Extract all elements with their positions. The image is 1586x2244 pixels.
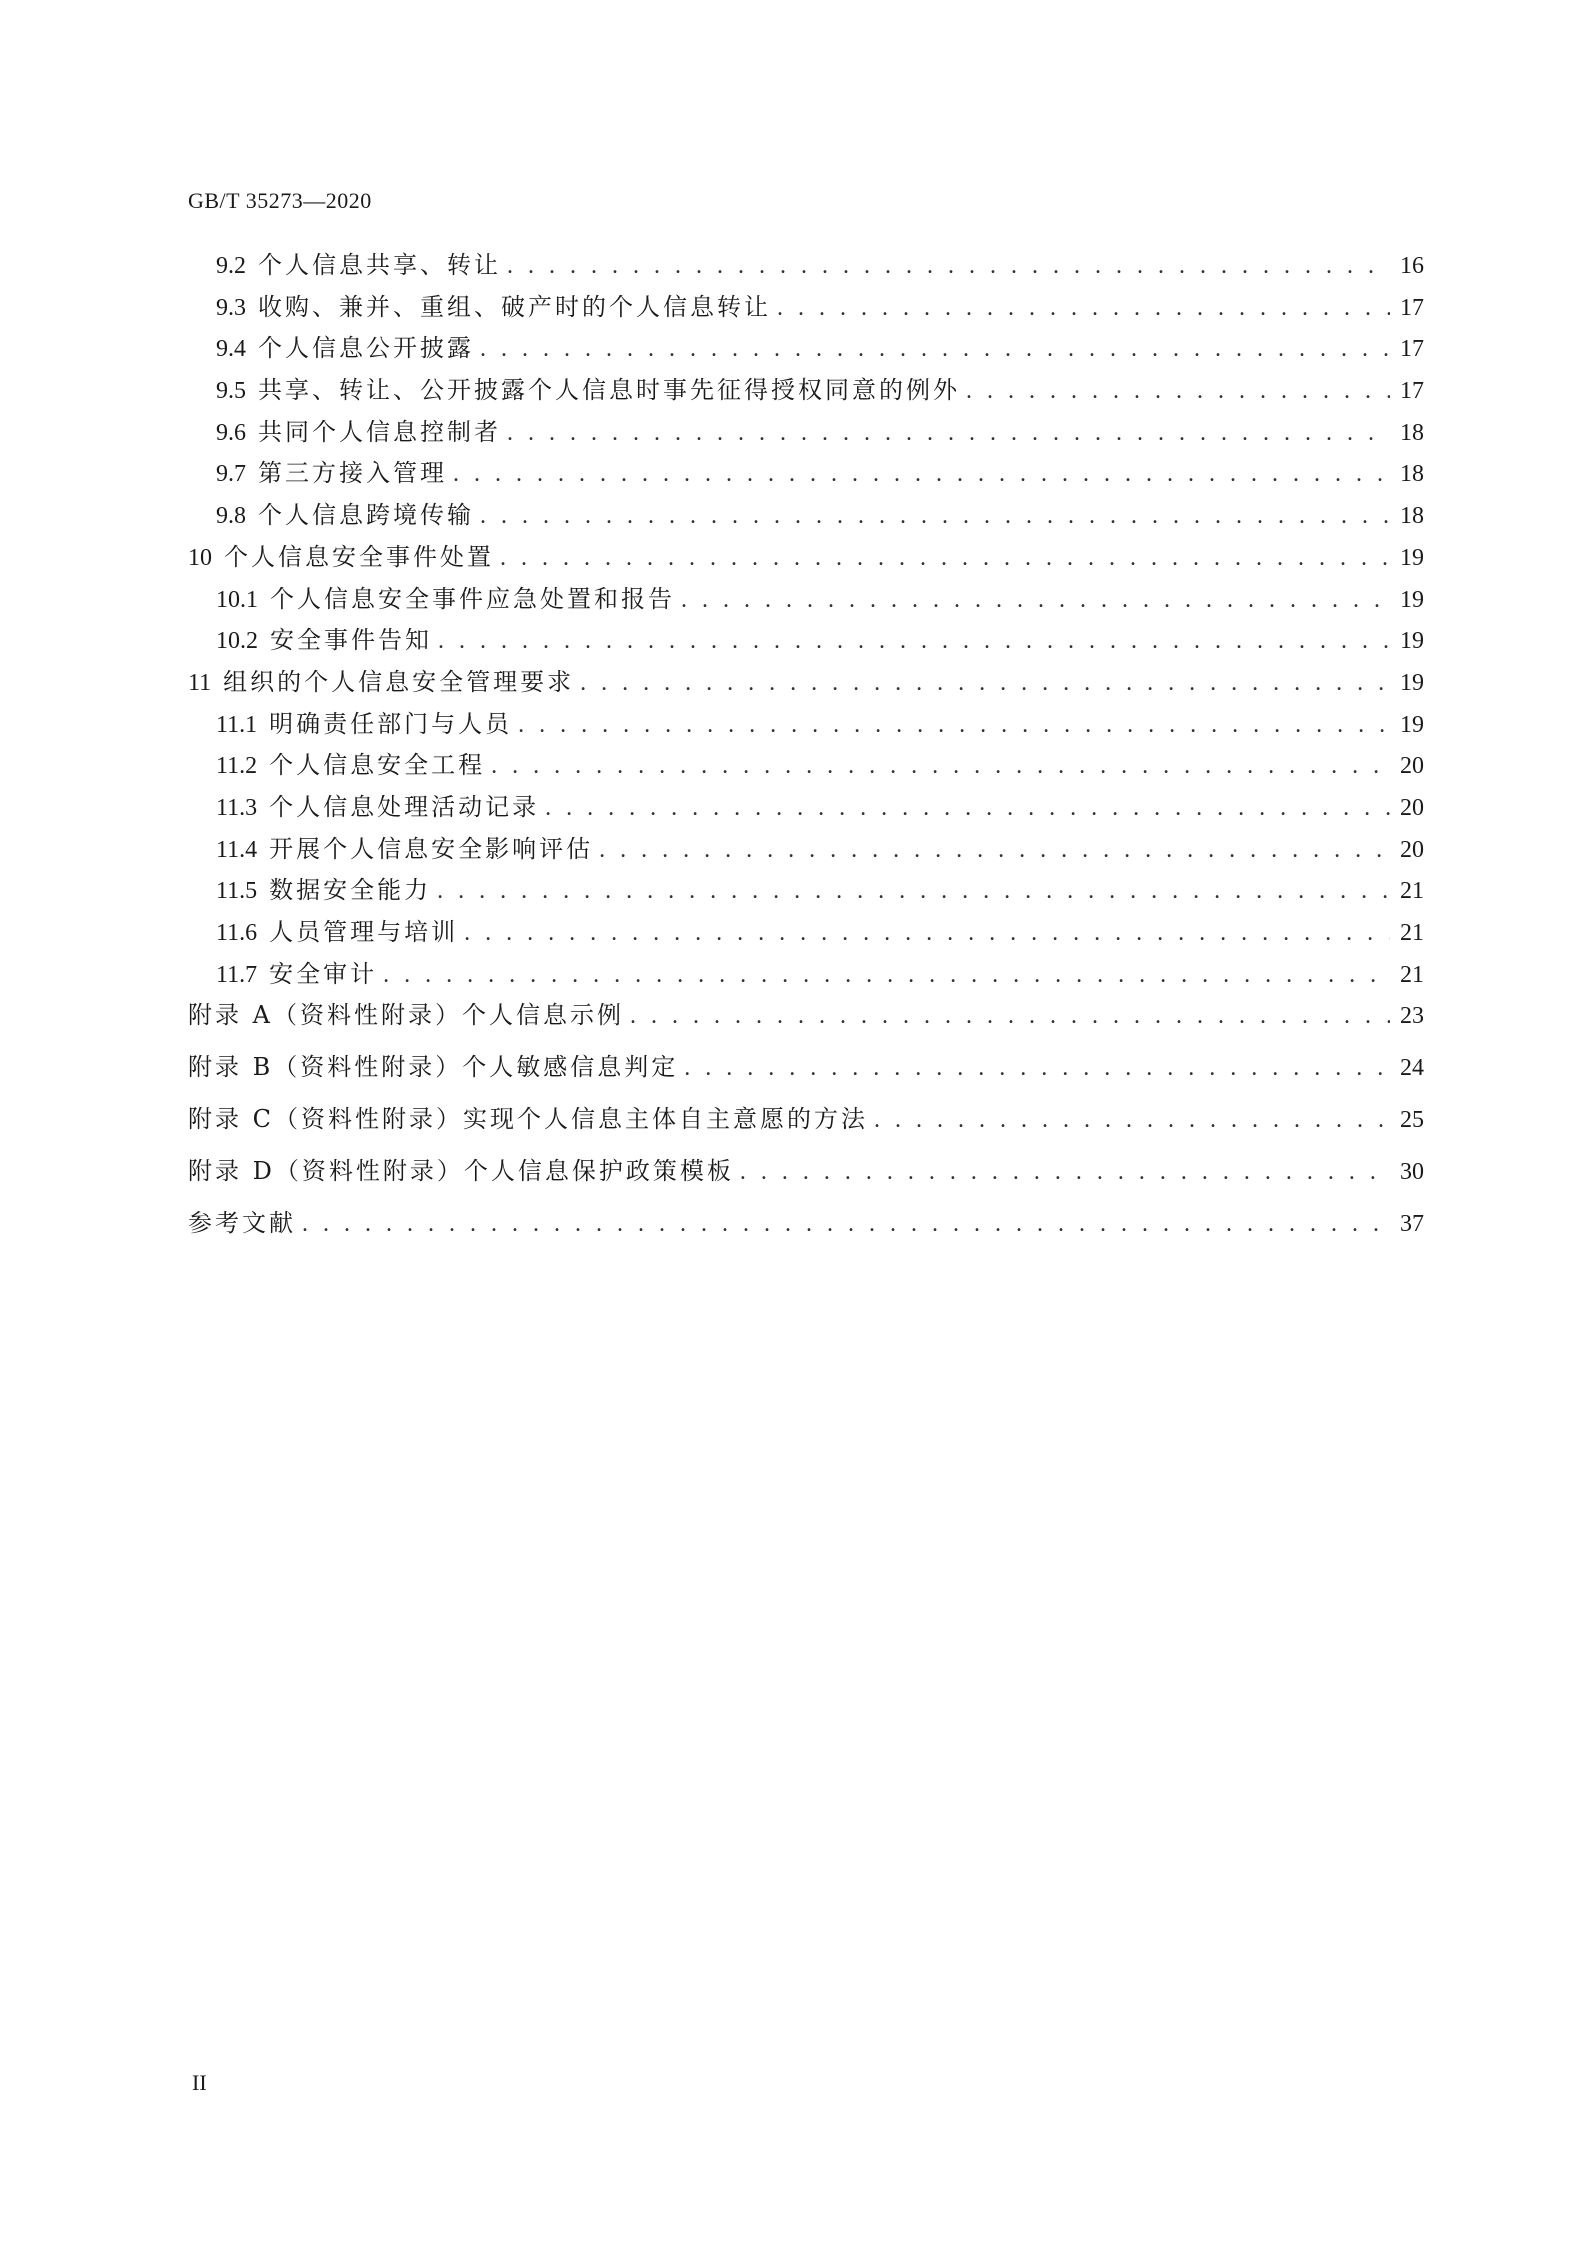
toc-entry-page: 20 <box>1400 836 1424 863</box>
toc-dot-leader <box>681 587 1390 614</box>
toc-entry-title: 共同个人信息控制者 <box>258 417 501 446</box>
toc-dot-leader <box>480 503 1390 530</box>
toc-entry[interactable] <box>188 1203 1424 1255</box>
toc-entry-page: 21 <box>1400 961 1424 988</box>
toc-entry-page: 24 <box>1400 1055 1424 1082</box>
toc-entry[interactable] <box>188 245 1424 287</box>
toc-dot-leader <box>491 753 1390 780</box>
toc-dot-leader <box>580 670 1390 697</box>
toc-dot-leader <box>874 1107 1390 1134</box>
toc-entry[interactable] <box>188 704 1424 746</box>
toc-dot-leader <box>545 795 1390 822</box>
toc-dot-leader <box>453 461 1390 488</box>
toc-dot-leader <box>437 878 1390 905</box>
toc-entry-page: 23 <box>1400 1003 1424 1030</box>
toc-entry-page: 18 <box>1400 461 1424 488</box>
toc-dot-leader <box>966 378 1390 405</box>
toc-entry-number: 10 <box>188 544 212 571</box>
toc-entry-page: 20 <box>1400 794 1424 821</box>
toc-entry[interactable] <box>188 1047 1424 1099</box>
toc-entry-page: 19 <box>1400 669 1424 696</box>
toc-entry[interactable] <box>188 912 1424 954</box>
toc-entry-title: 组织的个人信息安全管理要求 <box>223 667 575 696</box>
document-code-header: GB/T 35273—2020 <box>188 188 372 213</box>
toc-entry-number: 11 <box>188 669 212 696</box>
toc-entry-title: 参考文献 <box>188 1209 296 1238</box>
toc-entry-page: 21 <box>1400 920 1424 946</box>
toc-entry[interactable] <box>188 579 1424 621</box>
toc-entry-title: 安全事件告知 <box>270 626 432 655</box>
toc-entry-title: 个人信息共享、转让 <box>258 251 501 279</box>
toc-dot-leader <box>500 545 1390 572</box>
toc-entry-title: 人员管理与培训 <box>269 918 459 946</box>
toc-dot-leader <box>740 1159 1390 1186</box>
toc-dot-leader <box>599 837 1390 864</box>
toc-entry[interactable] <box>188 1099 1424 1151</box>
toc-entry-page: 19 <box>1400 544 1424 571</box>
toc-entry-title: 附录 A（资料性附录）个人信息示例 <box>188 1001 624 1030</box>
toc-dot-leader <box>480 336 1390 363</box>
toc-entry-number: 11.5 <box>216 878 258 905</box>
toc-entry-number: 11.2 <box>216 753 258 780</box>
toc-entry-title: 安全审计 <box>269 959 378 988</box>
toc-entry[interactable] <box>188 662 1424 704</box>
toc-dot-leader <box>438 628 1390 655</box>
table-of-contents <box>188 245 1424 1255</box>
page-number-footer: II <box>192 2070 207 2095</box>
toc-entry-title: 个人信息安全工程 <box>269 751 486 780</box>
toc-entry[interactable] <box>188 620 1424 662</box>
toc-entry[interactable] <box>188 412 1424 454</box>
toc-dot-leader <box>383 962 1390 989</box>
toc-entry[interactable] <box>188 495 1424 537</box>
toc-entry-title: 第三方接入管理 <box>258 459 447 488</box>
toc-entry-title: 附录 B（资料性附录）个人敏感信息判定 <box>188 1053 679 1082</box>
toc-entry-number: 9.2 <box>216 253 246 279</box>
toc-entry[interactable] <box>188 328 1424 370</box>
toc-entry-page: 17 <box>1400 336 1424 363</box>
toc-entry[interactable] <box>188 453 1424 495</box>
toc-entry[interactable] <box>188 954 1424 996</box>
toc-entry[interactable] <box>188 1151 1424 1203</box>
toc-entry-title: 个人信息安全事件应急处置和报告 <box>270 584 675 613</box>
toc-dot-leader <box>777 295 1390 322</box>
toc-dot-leader <box>464 920 1390 947</box>
toc-entry-number: 11.1 <box>216 711 258 738</box>
toc-entry-page: 25 <box>1400 1107 1424 1134</box>
toc-entry-page: 19 <box>1400 628 1424 655</box>
toc-entry-title: 附录 C（资料性附录）实现个人信息主体自主意愿的方法 <box>188 1105 868 1134</box>
toc-entry-title: 共享、转让、公开披露个人信息时事先征得授权同意的例外 <box>258 376 960 405</box>
toc-entry-number: 10.1 <box>216 586 258 613</box>
toc-entry-page: 17 <box>1400 294 1424 321</box>
toc-entry-page: 19 <box>1400 711 1424 738</box>
toc-entry-number: 9.5 <box>216 378 246 405</box>
toc-entry-page: 19 <box>1400 586 1424 613</box>
toc-entry-page: 17 <box>1400 378 1424 405</box>
toc-entry[interactable] <box>188 829 1424 871</box>
toc-entry[interactable] <box>188 745 1424 787</box>
toc-entry-title: 个人信息处理活动记录 <box>269 792 540 821</box>
toc-entry-number: 9.4 <box>216 336 246 363</box>
toc-entry-number: 11.6 <box>216 920 258 946</box>
toc-entry-title: 收购、兼并、重组、破产时的个人信息转让 <box>258 292 771 321</box>
toc-entry-number: 10.2 <box>216 628 258 655</box>
toc-entry[interactable] <box>188 870 1424 912</box>
toc-entry-number: 9.8 <box>216 503 246 530</box>
toc-dot-leader <box>630 1003 1390 1030</box>
toc-entry-number: 9.3 <box>216 294 246 321</box>
toc-entry-number: 11.3 <box>216 794 258 821</box>
toc-entry-number: 11.7 <box>216 961 258 988</box>
toc-entry-page: 21 <box>1400 878 1424 905</box>
toc-entry-title: 数据安全能力 <box>269 876 432 905</box>
toc-entry-number: 11.4 <box>216 836 258 863</box>
toc-entry-title: 开展个人信息安全影响评估 <box>269 834 594 863</box>
toc-entry[interactable] <box>188 787 1424 829</box>
toc-entry-page: 18 <box>1400 419 1424 446</box>
toc-entry-title: 个人信息跨境传输 <box>258 501 474 530</box>
toc-entry[interactable] <box>188 287 1424 329</box>
toc-entry-page: 20 <box>1400 753 1424 780</box>
toc-entry[interactable] <box>188 370 1424 412</box>
toc-dot-leader <box>518 712 1390 739</box>
toc-entry-page: 30 <box>1400 1159 1424 1186</box>
toc-dot-leader <box>507 420 1390 447</box>
toc-dot-leader <box>684 1055 1390 1082</box>
toc-entry-page: 16 <box>1400 253 1424 279</box>
toc-entry-number: 9.7 <box>216 461 246 488</box>
toc-entry-title: 个人信息安全事件处置 <box>224 542 494 571</box>
toc-entry-number: 9.6 <box>216 419 246 446</box>
toc-dot-leader <box>507 253 1390 280</box>
toc-entry-title: 明确责任部门与人员 <box>269 709 513 738</box>
toc-entry[interactable] <box>188 995 1424 1047</box>
toc-entry-title: 个人信息公开披露 <box>258 334 474 363</box>
toc-dot-leader <box>302 1211 1390 1238</box>
toc-entry-title: 附录 D（资料性附录）个人信息保护政策模板 <box>188 1157 734 1186</box>
toc-entry-page: 37 <box>1400 1211 1424 1238</box>
toc-entry-page: 18 <box>1400 503 1424 530</box>
toc-entry[interactable] <box>188 537 1424 579</box>
